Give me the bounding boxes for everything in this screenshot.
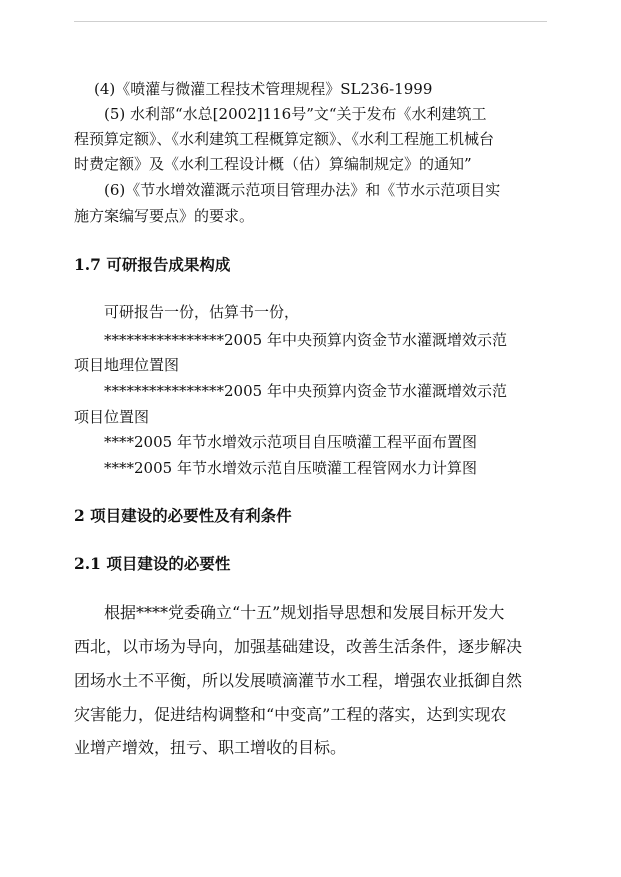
outputs-line-6: ****2005 年节水增效示范项目自压喷灌工程平面布置图: [104, 433, 477, 451]
ref-item-5-line3: 时费定额》及《水利工程设计概（估）算编制规定》的通知”: [74, 155, 472, 173]
outputs-line-5: 项目位置图: [74, 408, 150, 426]
section-2-1-heading: 2.1 项目建设的必要性: [74, 554, 231, 573]
ref-item-5-line1: (5) 水利部“水总[2002]116号”文“关于发布《水利建筑工: [104, 105, 487, 123]
outputs-line-7: ****2005 年节水增效示范自压喷灌工程管网水力计算图: [104, 459, 477, 477]
necessity-paragraph-line-4: 灾害能力，促进结构调整和“中变高”工程的落实，达到实现农: [74, 705, 507, 724]
necessity-paragraph-line-2: 西北，以市场为导向，加强基础建设，改善生活条件，逐步解决: [74, 637, 523, 656]
outputs-line-1: 可研报告一份，估算书一份，: [104, 303, 300, 321]
necessity-paragraph-line-1: 根据****党委确立“十五”规划指导思想和发展目标开发大: [104, 603, 505, 622]
outputs-line-4: ****************2005 年中央预算内资金节水灌溉增效示范: [104, 382, 507, 400]
section-2-heading: 2 项目建设的必要性及有利条件: [74, 506, 292, 525]
ref-item-4: (4)《喷灌与微灌工程技术管理规程》SL236-1999: [94, 80, 433, 98]
necessity-paragraph-line-3: 团场水土不平衡，所以发展喷滴灌节水工程，增强农业抵御自然: [74, 671, 523, 690]
header-rule: [74, 21, 547, 22]
outputs-line-3: 项目地理位置图: [74, 356, 180, 374]
section-1-7-heading: 1.7 可研报告成果构成: [74, 255, 231, 274]
outputs-line-2: ****************2005 年中央预算内资金节水灌溉增效示范: [104, 331, 507, 349]
ref-item-6-line2: 施方案编写要点》的要求。: [74, 207, 255, 225]
necessity-paragraph-line-5: 业增产增效，扭亏、职工增收的目标。: [74, 738, 347, 757]
ref-item-5-line2: 程预算定额》、《水利建筑工程概算定额》、《水利工程施工机械台: [74, 130, 495, 148]
ref-item-6-line1: (6)《节水增效灌溉示范项目管理办法》和《节水示范项目实: [104, 181, 501, 199]
